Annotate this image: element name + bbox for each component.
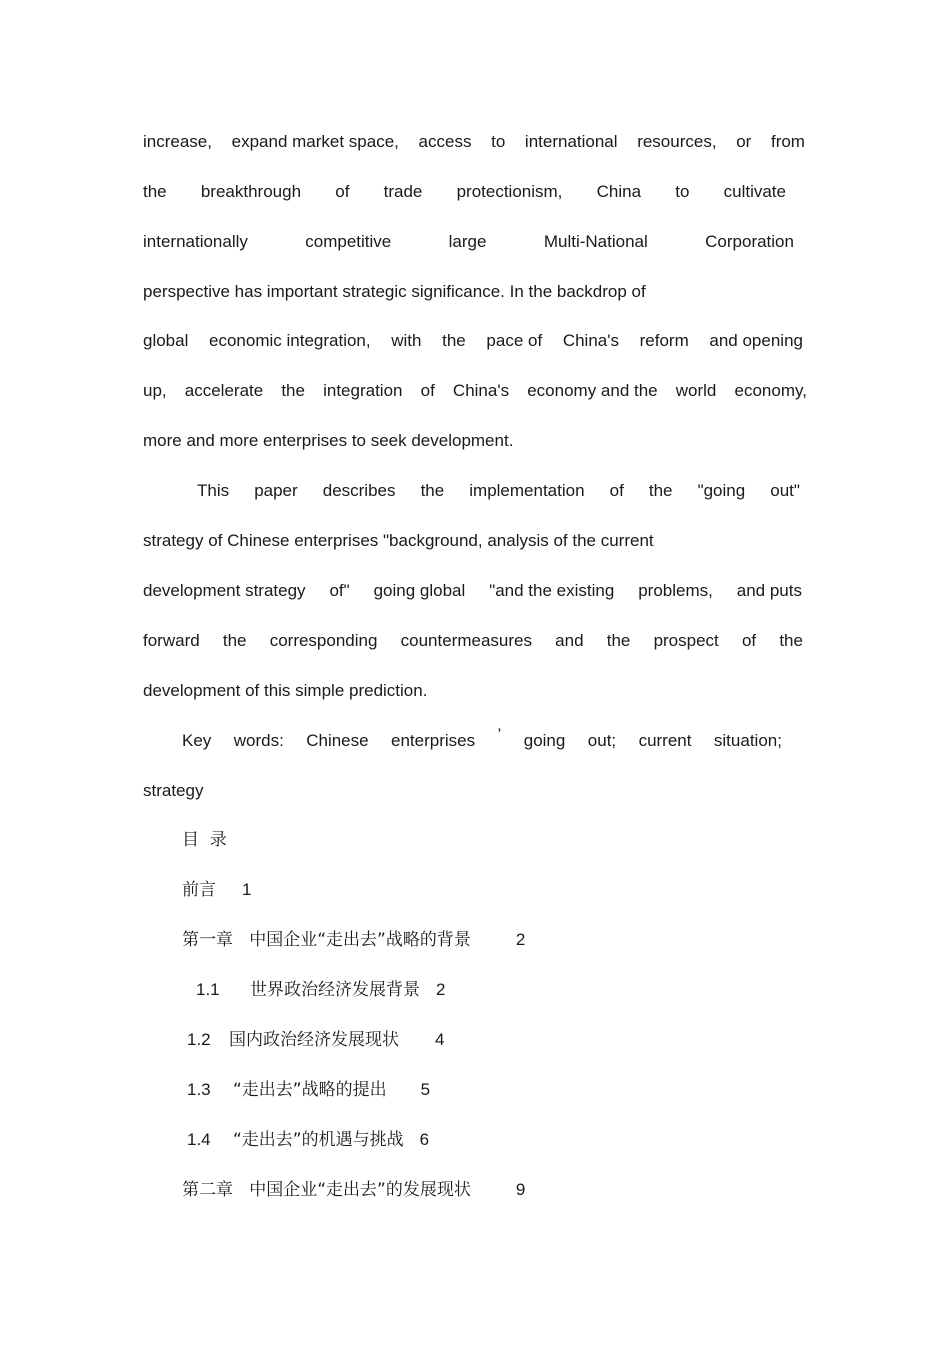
word: world	[675, 381, 717, 400]
word: from	[770, 132, 805, 151]
toc-entry-page: 9	[515, 1180, 526, 1199]
word: protectionism,	[456, 182, 563, 201]
word: forward	[143, 631, 200, 650]
word: and	[555, 631, 584, 650]
word: reform	[639, 331, 689, 350]
word: enterprises	[391, 731, 476, 750]
toc-entry-number: 1.4	[187, 1130, 211, 1149]
word: to	[675, 182, 690, 201]
word: Chinese	[306, 731, 369, 750]
word: the	[442, 331, 466, 350]
word: access	[418, 132, 472, 151]
word: to	[491, 132, 506, 151]
word: describes	[322, 481, 396, 500]
word: economy and the	[527, 381, 658, 400]
word: global	[143, 331, 189, 350]
word: the	[648, 481, 673, 500]
toc-entry-title: 前言	[182, 880, 216, 900]
word: development strategy	[143, 581, 306, 600]
word: cultivate	[723, 182, 786, 201]
word: and opening	[709, 331, 803, 350]
toc-entry-page: 2	[436, 980, 446, 999]
keywords-line	[182, 725, 782, 753]
toc-entry[interactable]	[187, 1078, 430, 1102]
toc-entry-page: 5	[420, 1080, 431, 1099]
word: situation;	[713, 731, 782, 750]
word: ’	[497, 725, 502, 744]
keywords-continuation: strategy	[143, 781, 204, 800]
toc-entry[interactable]	[196, 978, 445, 1002]
word: prospect	[653, 631, 719, 650]
abstract-line-8	[197, 479, 800, 503]
word: accelerate	[184, 381, 264, 400]
toc-entry-number: 1.3	[187, 1080, 211, 1099]
word: China's	[562, 331, 619, 350]
toc-entry-title: 世界政治经济发展背景	[250, 980, 420, 1000]
abstract-line-10	[143, 579, 802, 603]
word: up,	[143, 381, 167, 400]
word: out"	[770, 481, 800, 500]
abstract-line-5	[143, 329, 803, 353]
toc-entry-title: 国内政治经济发展现状	[229, 1030, 399, 1050]
toc-entry[interactable]	[182, 878, 251, 902]
abstract-line-7: more and more enterprises to seek development.	[143, 431, 514, 450]
word: China's	[452, 381, 510, 400]
word: countermeasures	[400, 631, 532, 650]
word: the	[779, 631, 803, 650]
word: Multi-National	[543, 232, 648, 251]
word: economy,	[734, 381, 807, 400]
abstract-line-2	[143, 180, 786, 204]
word: the	[420, 481, 445, 500]
word: with	[391, 331, 422, 350]
abstract-line-9: strategy of Chinese enterprises "background, analysis of the current	[143, 531, 654, 550]
word: increase,	[143, 132, 212, 151]
word: of"	[329, 581, 350, 600]
toc-entry[interactable]	[187, 1028, 444, 1052]
word: and puts	[736, 581, 802, 600]
word: going global	[373, 581, 466, 600]
word: expand market space,	[231, 132, 399, 151]
word: of	[609, 481, 624, 500]
toc-entry[interactable]	[182, 928, 525, 952]
toc-entry-number: 1.2	[187, 1030, 211, 1049]
toc-entry-page: 2	[515, 930, 526, 949]
toc-entry-page: 4	[435, 1030, 445, 1049]
toc-heading	[182, 828, 227, 852]
word: words:	[233, 731, 284, 750]
word: the	[606, 631, 631, 650]
word: pace of	[486, 331, 543, 350]
abstract-line-1	[143, 130, 805, 154]
toc-heading-text: 目 录	[182, 830, 227, 850]
word: breakthrough	[200, 182, 302, 201]
word: international	[524, 132, 618, 151]
toc-entry-title: “走出去”的机遇与挑战	[233, 1130, 404, 1150]
word: of	[420, 381, 435, 400]
word: paper	[254, 481, 298, 500]
word: Key	[182, 731, 212, 750]
abstract-line-3	[143, 230, 794, 254]
word: going	[523, 731, 566, 750]
toc-entry-title: 第二章 中国企业“走出去”的发展现状	[182, 1180, 471, 1200]
word: economic integration,	[209, 331, 371, 350]
word: "going	[697, 481, 746, 500]
abstract-line-11	[143, 629, 803, 653]
word: China	[596, 182, 642, 201]
word: large	[448, 232, 487, 251]
toc-entry-title: 第一章 中国企业“走出去”战略的背景	[182, 930, 471, 950]
word: problems,	[638, 581, 713, 600]
word: or	[736, 132, 752, 151]
word: competitive	[305, 232, 392, 251]
word: the	[143, 182, 167, 201]
toc-entry[interactable]	[182, 1178, 525, 1202]
toc-entry-number: 1.1	[196, 980, 220, 999]
word: of	[741, 631, 757, 650]
word: corresponding	[269, 631, 378, 650]
word: internationally	[143, 232, 248, 251]
toc-entry-title: “走出去”战略的提出	[233, 1080, 387, 1100]
word: Corporation	[705, 232, 794, 251]
word: the	[222, 631, 247, 650]
word: resources,	[637, 132, 717, 151]
toc-entry-page: 1	[242, 880, 252, 899]
abstract-line-4: perspective has important strategic significance. In the backdrop of	[143, 282, 646, 301]
word: the	[281, 381, 305, 400]
word: This	[197, 481, 230, 500]
word: trade	[383, 182, 423, 201]
abstract-line-12: development of this simple prediction.	[143, 681, 428, 700]
abstract-line-6	[143, 379, 807, 403]
word: integration	[323, 381, 403, 400]
toc-entry[interactable]	[187, 1128, 429, 1152]
word: out;	[587, 731, 617, 750]
word: of	[335, 182, 350, 201]
word: implementation	[469, 481, 585, 500]
word: current	[638, 731, 692, 750]
word: "and the existing	[489, 581, 615, 600]
toc-entry-page: 6	[419, 1130, 430, 1149]
